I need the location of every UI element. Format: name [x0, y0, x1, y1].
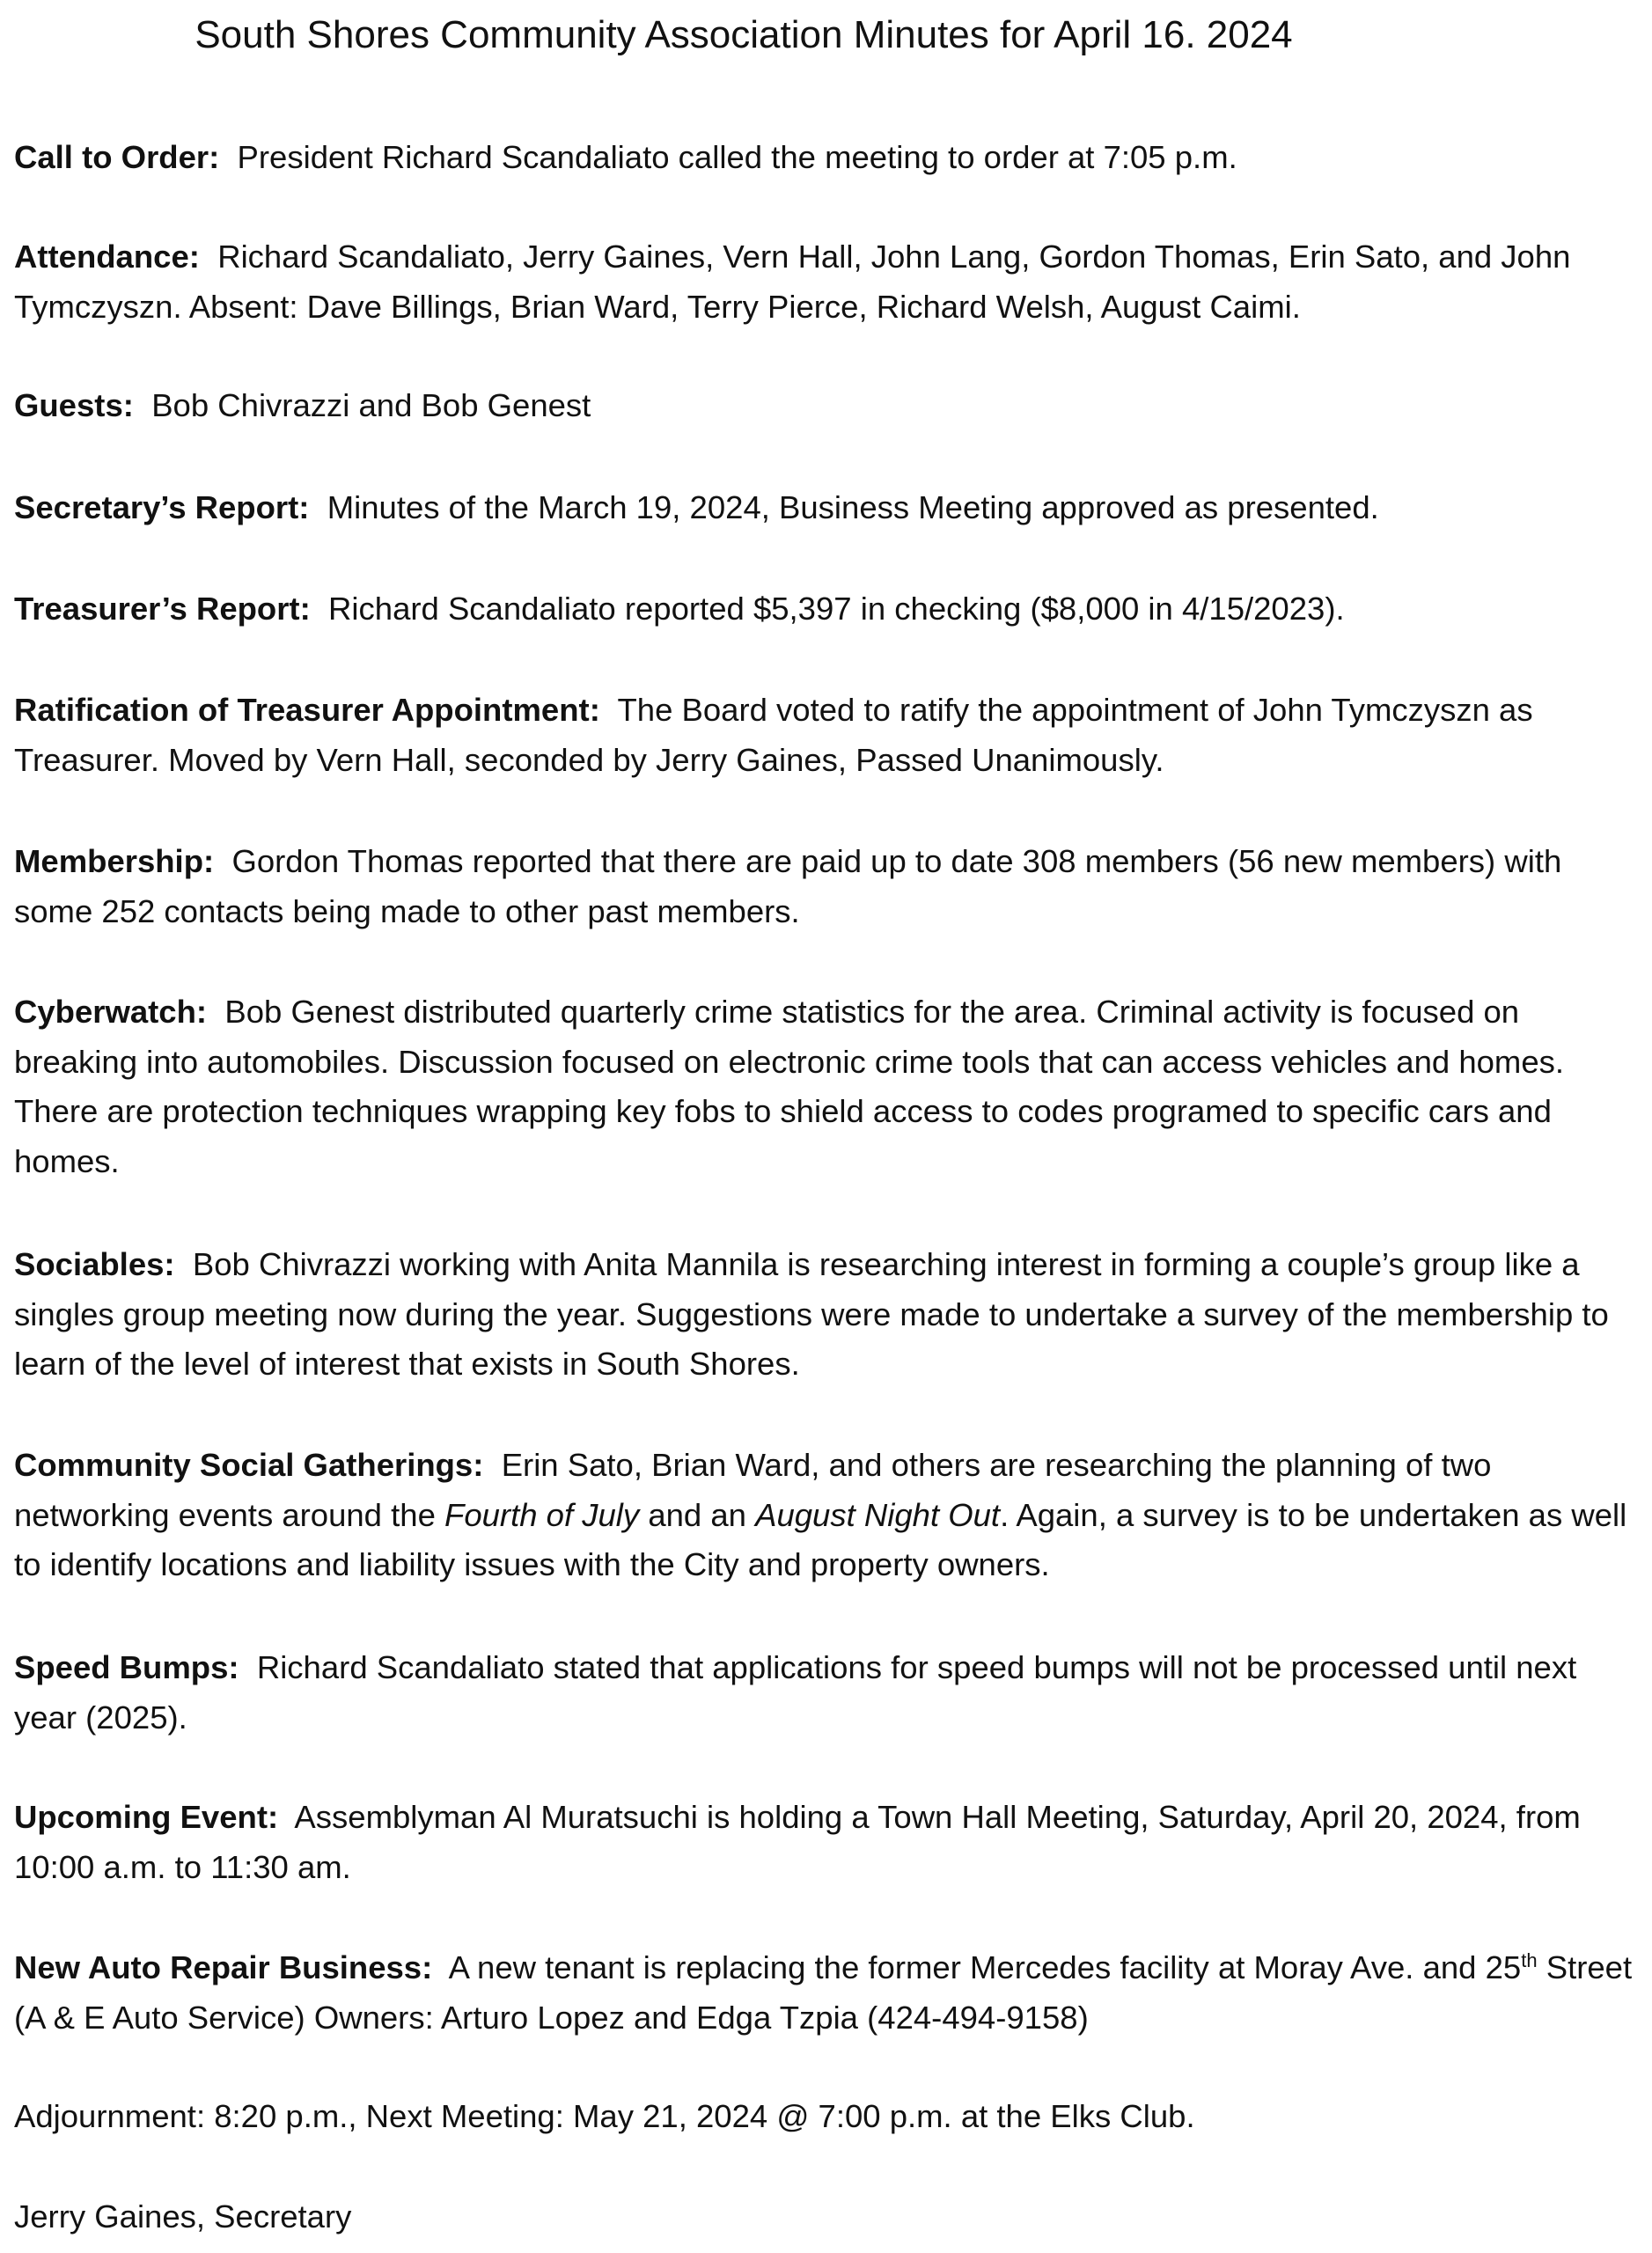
upcoming-event-label: Upcoming Event: — [14, 1799, 279, 1835]
secretary-report-text: Minutes of the March 19, 2024, Business Meeting approved as presented. — [327, 489, 1379, 525]
new-auto-repair-text-b: Street (A & E Auto Service) Owners: Arturo Lopez and Edga Tzpia (424-494-9158) — [14, 1949, 1633, 2036]
membership-label: Membership: — [14, 843, 215, 879]
new-auto-repair-label: New Auto Repair Business: — [14, 1949, 433, 1985]
secretary-report-paragraph — [14, 483, 1634, 533]
cyberwatch-paragraph — [14, 987, 1634, 1186]
document-title: South Shores Community Association Minutes for April 16. 2024 — [195, 13, 1293, 56]
guests-label: Guests: — [14, 387, 134, 423]
sociables-label: Sociables: — [14, 1246, 175, 1282]
new-auto-repair-text-a: A new tenant is replacing the former Mercedes facility at Moray Ave. and 25 — [448, 1949, 1522, 1985]
community-gatherings-text-a: Erin Sato, Brian Ward, and others are researching the planning of two networking events around the — [14, 1447, 1492, 1533]
membership-text: Gordon Thomas reported that there are paid up to date 308 members (56 new members) with some 252 contacts being made to other past members. — [14, 843, 1562, 929]
treasurer-report-paragraph — [14, 584, 1634, 635]
ratification-text: The Board voted to ratify the appointment of John Tymczyszn as Treasurer. Moved by Vern Hall, seconded by Jerry Gaines, Passed Unanimously. — [14, 692, 1533, 778]
cyberwatch-label: Cyberwatch: — [14, 994, 208, 1030]
upcoming-event-text: Assemblyman Al Muratsuchi is holding a Town Hall Meeting, Saturday, April 20, 2024, from 10:00 a.m. to 11:30 am. — [14, 1799, 1581, 1885]
call-to-order-paragraph — [14, 133, 1634, 183]
upcoming-event-paragraph — [14, 1793, 1634, 1892]
ratification-label: Ratification of Treasurer Appointment: — [14, 692, 600, 728]
treasurer-report-label: Treasurer’s Report: — [14, 591, 311, 627]
community-gatherings-text-c: . Again, a survey is to be undertaken as well to identify locations and liability issues with the City and property owners. — [14, 1496, 1627, 1582]
sociables-paragraph — [14, 1240, 1634, 1390]
secretary-report-label: Secretary’s Report: — [14, 489, 310, 525]
adjournment-paragraph: Adjournment: 8:20 p.m., Next Meeting: May 21, 2024 @ 7:00 p.m. at the Elks Club. — [14, 2098, 1195, 2134]
event-fourth-of-july: Fourth of July — [444, 1496, 640, 1533]
membership-paragraph — [14, 837, 1634, 936]
guests-text: Bob Chivrazzi and Bob Genest — [151, 387, 591, 423]
call-to-order-text: President Richard Scandaliato called the meeting to order at 7:05 p.m. — [237, 139, 1237, 175]
speed-bumps-paragraph — [14, 1643, 1634, 1743]
attendance-paragraph — [14, 232, 1634, 332]
speed-bumps-label: Speed Bumps: — [14, 1649, 239, 1685]
sociables-text: Bob Chivrazzi working with Anita Mannila is researching interest in forming a couple’s group like a singles group meeting now during the year. Suggestions were made to undertake a survey of the membership to learn of the level of interest that exists in South Shores. — [14, 1246, 1609, 1382]
speed-bumps-text: Richard Scandaliato stated that applications for speed bumps will not be processed until next year (2025). — [14, 1649, 1577, 1736]
ordinal-suffix: th — [1521, 1948, 1538, 1971]
attendance-text: Richard Scandaliato, Jerry Gaines, Vern Hall, John Lang, Gordon Thomas, Erin Sato, and John Tymczyszn. Absent: Dave Billings, Brian Ward, Terry Pierce, Richard Welsh, August Caimi. — [14, 239, 1571, 325]
event-august-night-out: August Night Out — [755, 1496, 1001, 1533]
guests-paragraph — [14, 381, 1634, 431]
community-gatherings-paragraph — [14, 1441, 1634, 1590]
ratification-paragraph — [14, 686, 1634, 785]
community-gatherings-label: Community Social Gatherings: — [14, 1447, 484, 1483]
signature-line: Jerry Gaines, Secretary — [14, 2198, 352, 2235]
new-auto-repair-paragraph — [14, 1943, 1634, 2043]
treasurer-report-text: Richard Scandaliato reported $5,397 in checking ($8,000 in 4/15/2023). — [328, 591, 1345, 627]
cyberwatch-text: Bob Genest distributed quarterly crime statistics for the area. Criminal activity is focused on breaking into automobiles. Discussion focused on electronic crime tools that can access vehicles and homes. There are protection techniques wrapping key fobs to shield access to codes programed to specific cars and homes. — [14, 994, 1565, 1179]
call-to-order-label: Call to Order: — [14, 139, 220, 175]
attendance-label: Attendance: — [14, 239, 200, 275]
community-gatherings-text-b: and an — [648, 1496, 746, 1533]
